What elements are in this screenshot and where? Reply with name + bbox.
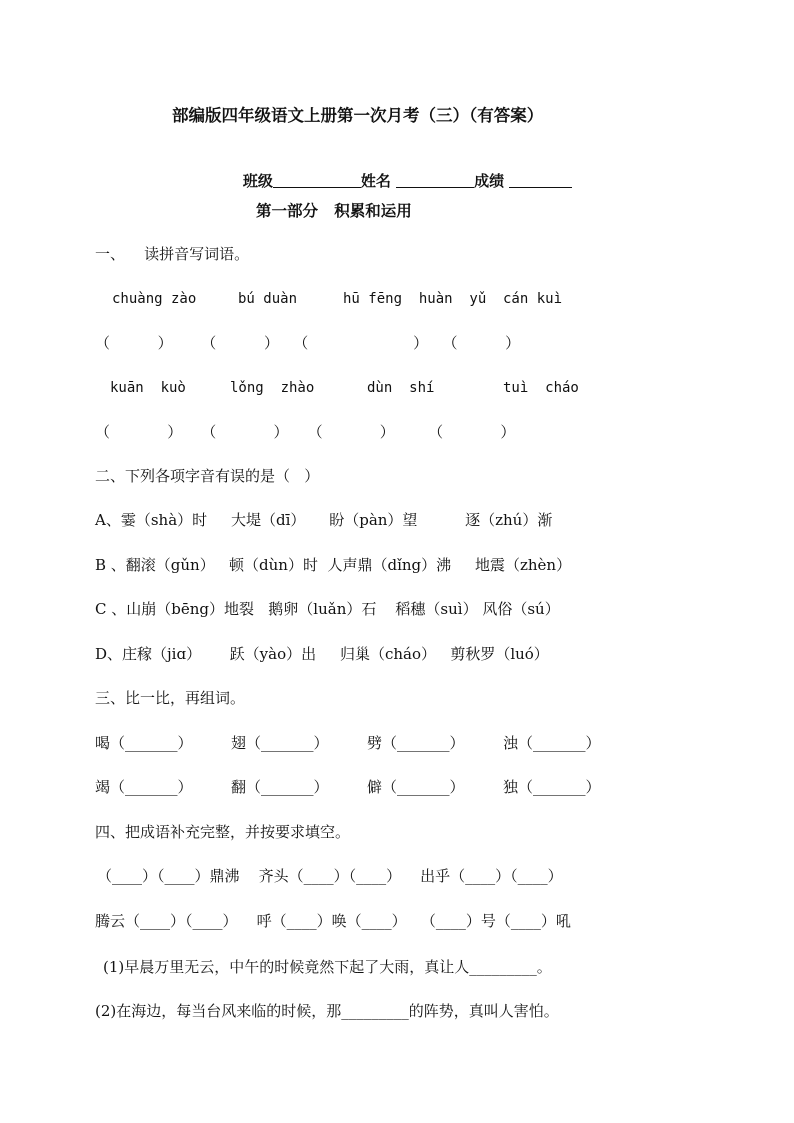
idiom-line-2[interactable]: 腾云（____）（____） 呼（____）唤（____） （____）号（____）吼 — [95, 912, 571, 930]
page-title: 部编版四年级语文上册第一次月考（三）（有答案） — [172, 106, 544, 125]
compare-item[interactable]: 劈（_______） — [367, 734, 465, 752]
name-blank[interactable] — [396, 173, 474, 188]
compare-item[interactable]: 竭（_______） — [95, 778, 193, 796]
part-title: 第一部分 积累和运用 — [256, 201, 412, 220]
score-label: 成绩 — [474, 172, 505, 190]
q1-heading: 一、 读拼音写词语。 — [95, 245, 250, 263]
student-info-line — [222, 158, 572, 204]
score-blank[interactable] — [509, 173, 572, 188]
compare-item[interactable]: 独（_______） — [503, 778, 601, 796]
q2-option-c[interactable]: C 、山崩（bēng）地裂 鹅卵（luǎn）石 稻穗（suì） 风俗（sú） — [95, 600, 560, 618]
class-label: 班级 — [242, 172, 273, 190]
compare-item[interactable]: 僻（_______） — [367, 778, 465, 796]
class-blank[interactable] — [273, 173, 361, 188]
fill-sentence-2[interactable]: (2)在海边，每当台风来临的时候，那_________的阵势，真叫人害怕。 — [95, 1002, 559, 1020]
name-label: 姓名 — [360, 172, 391, 190]
pinyin-3: hū fēng huàn yǔ — [343, 291, 487, 307]
answer-parens-row-1[interactable]: （ ） （ ） （ ） （ ） — [95, 334, 521, 352]
q2-option-b[interactable]: B 、翻滚（gǔn） 顿（dùn）时 人声鼎（dǐng）沸 地震（zhèn） — [95, 556, 572, 574]
pinyin-1: chuàng zào — [112, 291, 197, 307]
pinyin-7: dùn shí — [367, 380, 435, 396]
compare-item[interactable]: 喝（_______） — [95, 734, 193, 752]
q4-heading: 四、把成语补充完整，并按要求填空。 — [95, 823, 351, 841]
pinyin-4: cán kuì — [503, 291, 563, 307]
pinyin-2: bú duàn — [238, 291, 298, 307]
q2-heading: 二、下列各项字音有误的是（ ） — [95, 467, 320, 485]
q3-heading: 三、比一比，再组词。 — [95, 689, 246, 707]
fill-sentence-1[interactable]: (1)早晨万里无云，中午的时候竟然下起了大雨，真让人_________。 — [103, 958, 552, 976]
q2-option-d[interactable]: D、庄稼（jiɑ） 跃（yào）出 归巢（cháo） 剪秋罗（luó） — [95, 645, 549, 663]
answer-parens-row-2[interactable]: （ ） （ ） （ ） （ ） — [95, 423, 516, 441]
q2-option-a[interactable]: A、霎（shà）时 大堤（dī） 盼（pàn）望 逐（zhú）渐 — [95, 511, 553, 529]
pinyin-6: lǒng zhào — [230, 380, 315, 396]
pinyin-8: tuì cháo — [503, 380, 579, 396]
compare-item[interactable]: 浊（_______） — [503, 734, 601, 752]
compare-item[interactable]: 翻（_______） — [231, 778, 329, 796]
idiom-line-1[interactable]: （____）（____）鼎沸 齐头（____）（____） 出乎（____）（____） — [97, 867, 563, 885]
compare-item[interactable]: 翅（_______） — [231, 734, 329, 752]
pinyin-5: kuān kuò — [110, 380, 186, 396]
